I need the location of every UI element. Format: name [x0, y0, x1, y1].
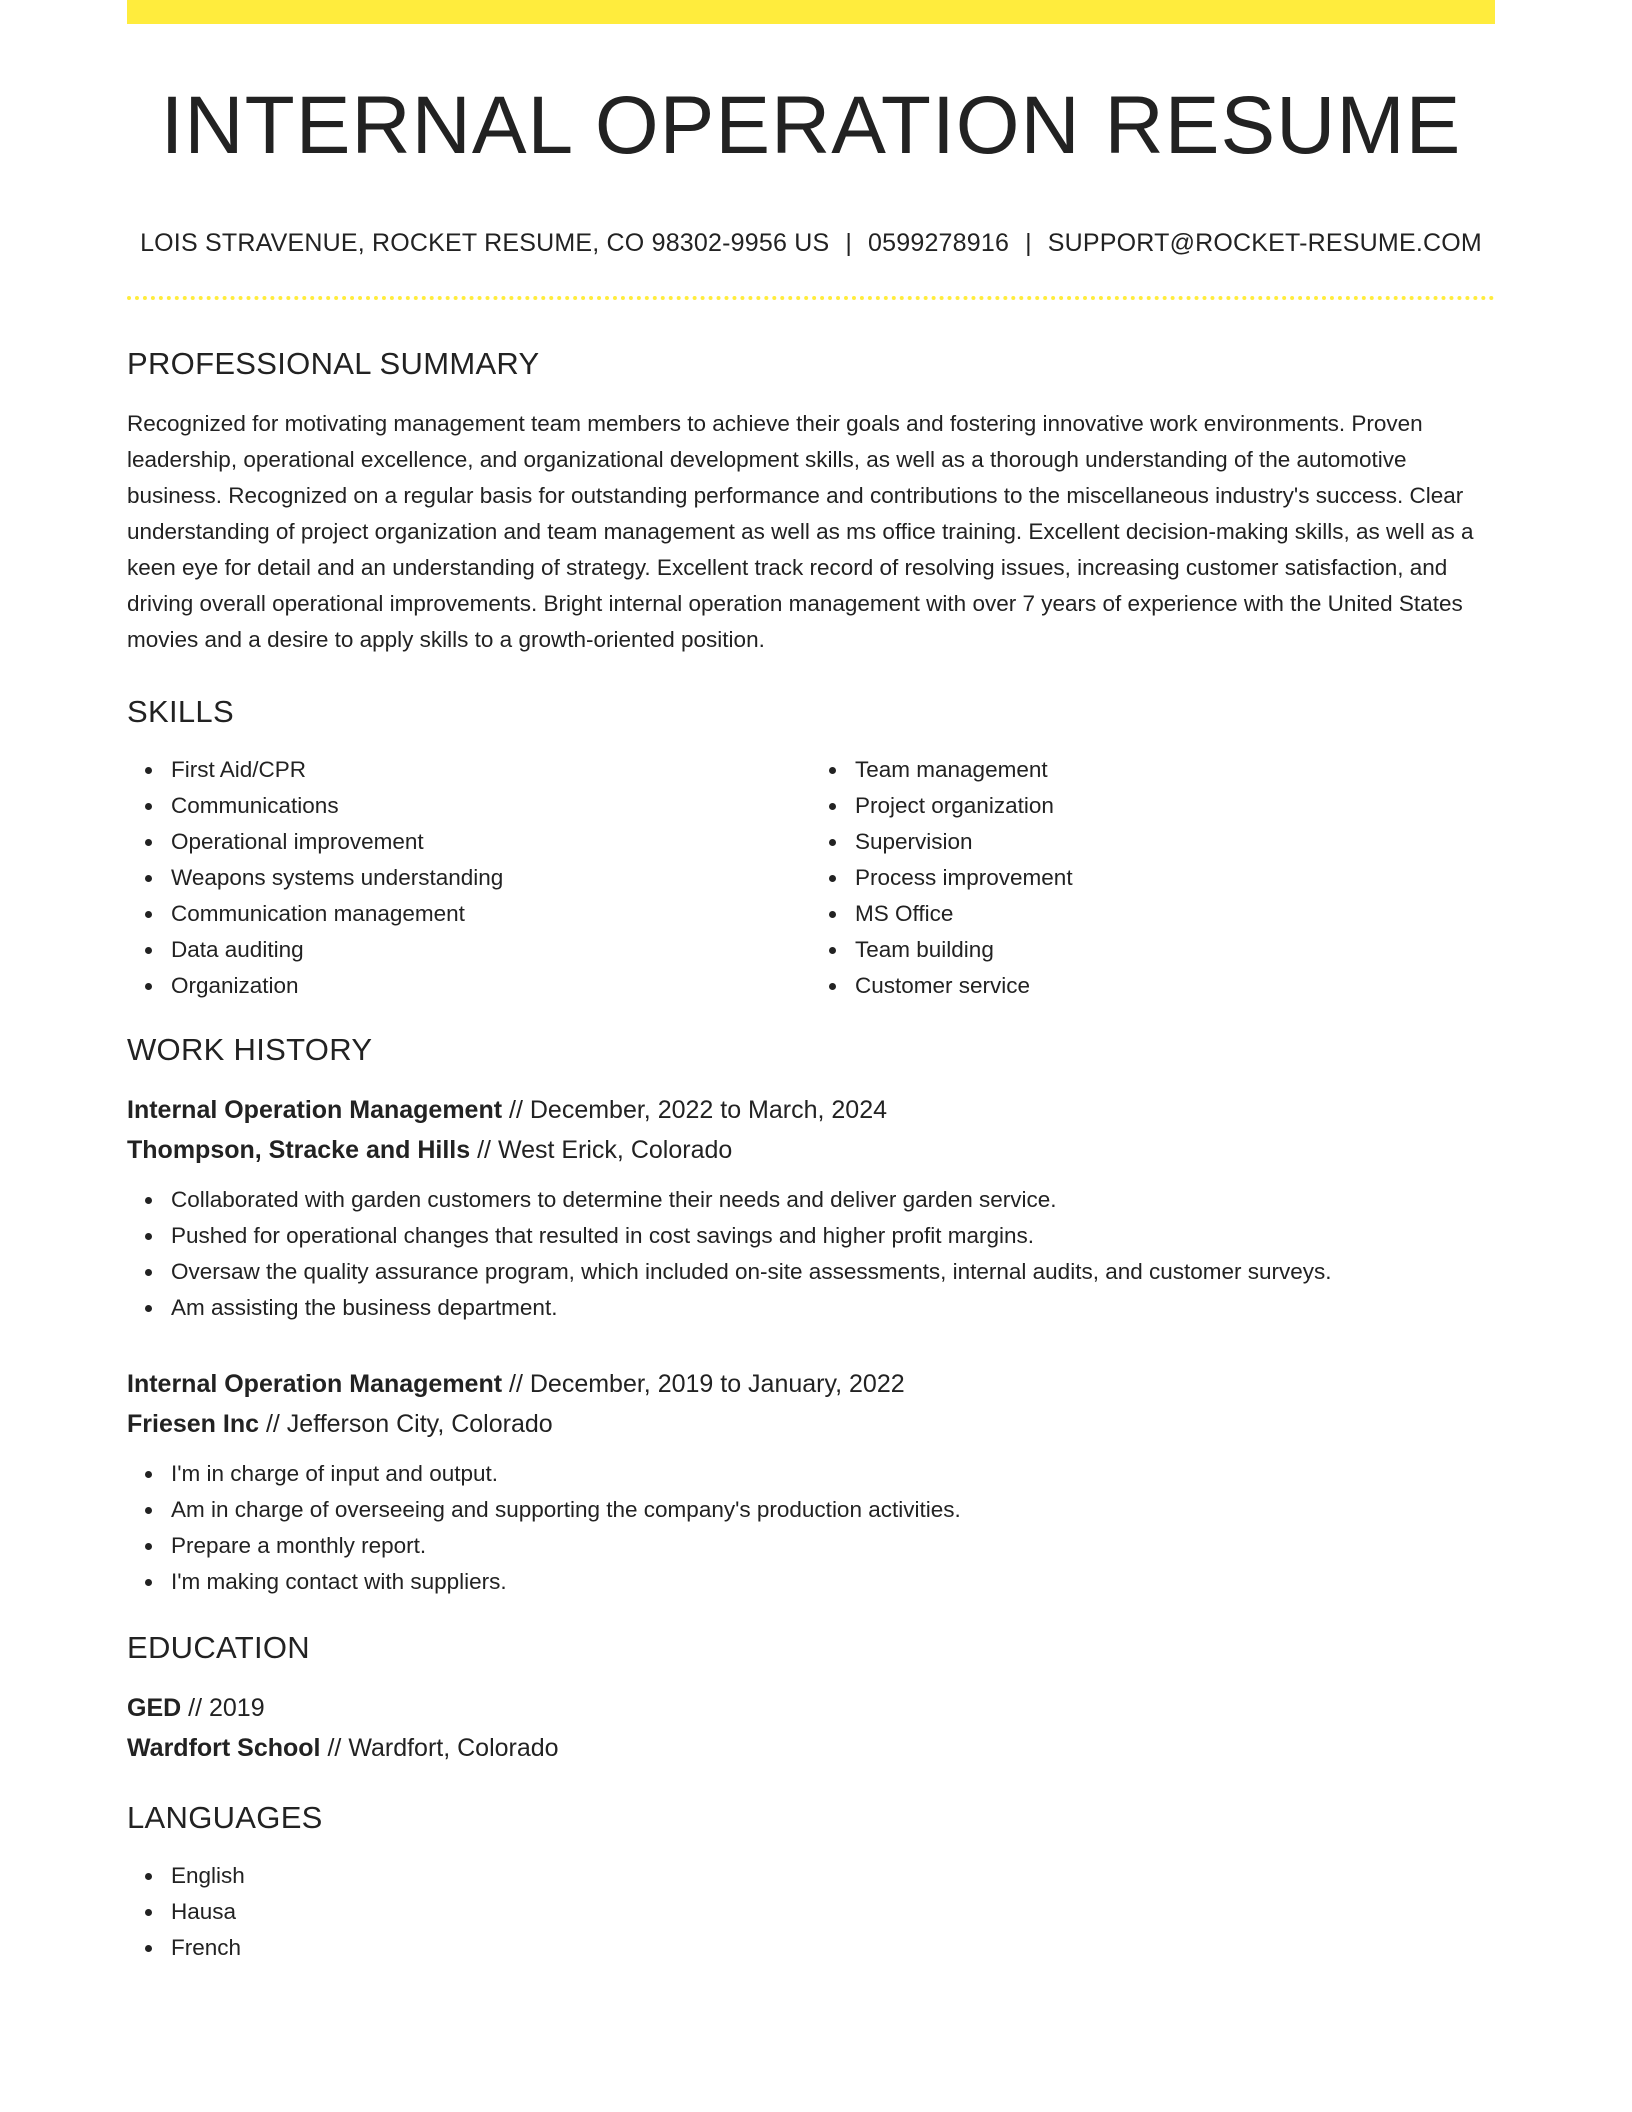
job-location: Jefferson City, Colorado [286, 1410, 553, 1439]
job-company: Thompson, Stracke and Hills [127, 1136, 471, 1165]
summary-text: Recognized for motivating management team members to achieve their goals and fostering innovative work environments. Proven leadership, operational excellence, and organizational development skills, as well as a thorough understanding of the automotive business. Recognized on a regular basis for outstanding performance and contributions to the miscellaneous industry's success. Clear understanding of project organization and team management as well as ms office training. Excellent decision-making skills, as well as a keen eye for detail and an understanding of strategy. Excellent track record of resolving issues, increasing customer satisfaction, and driving overall operational improvements. Bright internal operation management with over 7 years of experience with the United States movies and a desire to apply skills to a growth-oriented position. [127, 411, 1474, 653]
field-separator: // [502, 1096, 530, 1125]
job-bullet: Prepare a monthly report. [171, 1528, 1495, 1564]
skill-item: Operational improvement [171, 824, 811, 860]
education-entry [127, 1688, 1495, 1768]
job-bullet-list [127, 1182, 1495, 1326]
education-degree: GED [127, 1694, 182, 1723]
languages-list [127, 1858, 1495, 1966]
skill-item: Process improvement [855, 860, 1495, 896]
field-separator: // [470, 1136, 498, 1165]
job-dates: December, 2019 to January, 2022 [529, 1370, 905, 1399]
contact-email: SUPPORT@ROCKET-RESUME.COM [1047, 229, 1482, 258]
language-item: English [171, 1858, 1495, 1894]
field-separator: // [259, 1410, 287, 1439]
job-bullet: Collaborated with garden customers to determine their needs and deliver garden service. [171, 1182, 1495, 1218]
job-bullet: I'm making contact with suppliers. [171, 1564, 1495, 1600]
job-bullet-list [127, 1456, 1495, 1600]
job-bullet: Pushed for operational changes that resulted in cost savings and higher profit margins. [171, 1218, 1495, 1254]
field-separator: // [502, 1370, 530, 1399]
skill-item: Team management [855, 752, 1495, 788]
job-bullet: Am assisting the business department. [171, 1290, 1495, 1326]
contact-line [127, 229, 1495, 258]
job-company: Friesen Inc [127, 1410, 259, 1439]
contact-phone: 0599278916 [868, 229, 1010, 258]
job-title: Internal Operation Management [127, 1370, 503, 1399]
education-degree-line [127, 1688, 1495, 1728]
accent-top-bar [127, 0, 1495, 24]
education-location: Wardfort, Colorado [348, 1734, 559, 1763]
contact-separator: | [845, 229, 853, 258]
job-entry [127, 1090, 1495, 1326]
job-bullet: Oversaw the quality assurance program, which included on-site assessments, internal audits, and customer surveys. [171, 1254, 1495, 1290]
field-separator: // [181, 1694, 209, 1723]
field-separator: // [320, 1734, 349, 1763]
contact-separator: | [1025, 229, 1032, 258]
skill-item: Supervision [855, 824, 1495, 860]
languages-heading: LANGUAGES [127, 1800, 323, 1836]
skills-column-right [811, 752, 1495, 1004]
job-company-line [127, 1404, 1495, 1444]
skill-item: Communications [171, 788, 811, 824]
job-bullet: Am in charge of overseeing and supporting the company's production activities. [171, 1492, 1495, 1528]
job-company-line [127, 1130, 1495, 1170]
skill-item: MS Office [855, 896, 1495, 932]
job-bullet: I'm in charge of input and output. [171, 1456, 1495, 1492]
language-item: French [171, 1930, 1495, 1966]
job-title-line [127, 1364, 1495, 1404]
job-title-line [127, 1090, 1495, 1130]
job-entry [127, 1364, 1495, 1600]
skill-item: Communication management [171, 896, 811, 932]
skills-column-left [127, 752, 811, 1004]
skills-heading: SKILLS [127, 694, 234, 730]
education-year: 2019 [208, 1694, 265, 1723]
skill-item: Data auditing [171, 932, 811, 968]
skill-item: Project organization [855, 788, 1495, 824]
education-school: Wardfort School [127, 1734, 321, 1763]
summary-heading: PROFESSIONAL SUMMARY [127, 346, 540, 382]
skill-item: First Aid/CPR [171, 752, 811, 788]
skill-item: Customer service [855, 968, 1495, 1004]
skills-grid [127, 752, 1495, 1004]
resume-page [127, 0, 1495, 1966]
education-heading: EDUCATION [127, 1630, 310, 1666]
skill-item: Weapons systems understanding [171, 860, 811, 896]
job-dates: December, 2022 to March, 2024 [529, 1096, 888, 1125]
job-location: West Erick, Colorado [497, 1136, 733, 1165]
job-title: Internal Operation Management [127, 1096, 503, 1125]
skill-item: Organization [171, 968, 811, 1004]
language-item: Hausa [171, 1894, 1495, 1930]
contact-address: LOIS STRAVENUE, ROCKET RESUME, CO 98302-9956 US [140, 229, 830, 258]
education-school-line [127, 1728, 1495, 1768]
skill-item: Team building [855, 932, 1495, 968]
dotted-divider [127, 296, 1495, 300]
work-history-heading: WORK HISTORY [127, 1032, 373, 1068]
resume-title: INTERNAL OPERATION RESUME [160, 80, 1462, 171]
